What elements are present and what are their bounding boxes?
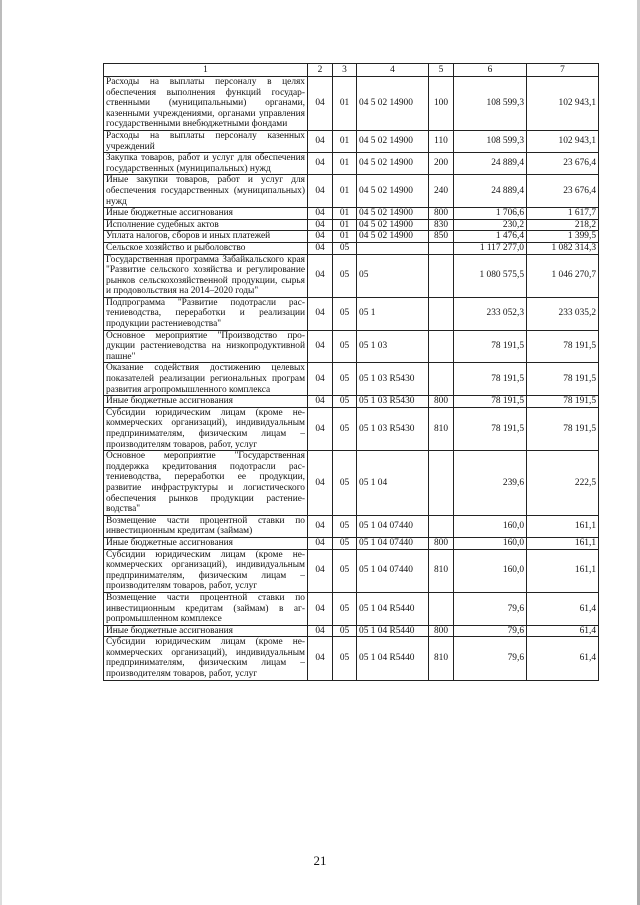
cell-amount-1: 79,6 — [454, 637, 527, 680]
cell-name: Иные бюджетные ассигнования — [104, 625, 308, 637]
cell-name: Расходы на выплаты персоналу в целях обеспечения выполнения функций государственными (муниципальными) органами, казенными учреждениями, органами управления государственными внебюджетными фондами — [104, 77, 308, 131]
cell-section: 04 — [308, 625, 333, 637]
table-row — [104, 451, 599, 516]
cell-amount-1: 230,2 — [454, 219, 527, 231]
cell-name: Иные бюджетные ассигнования — [104, 537, 308, 549]
cell-target-code: 04 5 02 14900 — [357, 208, 429, 220]
cell-name: Оказание содействия достижению целевых показателей реализации региональных програм развития агропромышленного комплекса — [104, 363, 308, 396]
cell-target-code: 05 1 04 07440 — [357, 549, 429, 592]
cell-amount-2: 1 617,7 — [527, 208, 599, 220]
table-row — [104, 242, 599, 254]
cell-target-code: 04 5 02 14900 — [357, 175, 429, 208]
cell-name: Закупка товаров, работ и услуг для обеспечения государственных (муниципальных) нужд — [104, 153, 308, 175]
cell-target-code: 05 — [357, 254, 429, 297]
header-col-3: 3 — [333, 64, 357, 77]
cell-amount-1: 78 191,5 — [454, 396, 527, 408]
table-body — [104, 64, 599, 681]
table-row — [104, 637, 599, 680]
cell-target-code: 05 1 03 R5430 — [357, 396, 429, 408]
table-row — [104, 330, 599, 363]
cell-name: Иные бюджетные ассигнования — [104, 208, 308, 220]
cell-expense-type — [429, 242, 454, 254]
cell-target-code: 04 5 02 14900 — [357, 153, 429, 175]
cell-subsection: 01 — [333, 231, 357, 243]
cell-amount-1: 1 080 575,5 — [454, 254, 527, 297]
cell-name: Подпрограмма "Развитие подотрасли растениеводства, переработки и реализации продукции растениеводства" — [104, 297, 308, 330]
table-row — [104, 297, 599, 330]
cell-target-code — [357, 242, 429, 254]
cell-amount-1: 78 191,5 — [454, 407, 527, 450]
scan-edge-left — [0, 0, 2, 905]
cell-subsection: 01 — [333, 130, 357, 152]
cell-expense-type: 810 — [429, 549, 454, 592]
cell-amount-1: 79,6 — [454, 592, 527, 625]
cell-amount-2: 1 046 270,7 — [527, 254, 599, 297]
cell-subsection: 05 — [333, 297, 357, 330]
table-row — [104, 77, 599, 131]
cell-subsection: 05 — [333, 407, 357, 450]
cell-name: Субсидии юридическим лицам (кроме некоммерческих организаций), индивидуальным предпринимателям, физическим лицам – производителям товаров, работ, услуг — [104, 637, 308, 680]
cell-section: 04 — [308, 396, 333, 408]
cell-section: 04 — [308, 407, 333, 450]
cell-expense-type: 800 — [429, 625, 454, 637]
cell-expense-type: 110 — [429, 130, 454, 152]
cell-amount-1: 233 052,3 — [454, 297, 527, 330]
header-col-1: 1 — [104, 64, 308, 77]
cell-amount-1: 108 599,3 — [454, 77, 527, 131]
table-row — [104, 130, 599, 152]
cell-subsection: 01 — [333, 77, 357, 131]
table-row — [104, 208, 599, 220]
cell-subsection: 01 — [333, 219, 357, 231]
cell-amount-2: 1 082 314,3 — [527, 242, 599, 254]
header-col-5: 5 — [429, 64, 454, 77]
cell-amount-2: 161,1 — [527, 549, 599, 592]
cell-name: Сельское хозяйство и рыболовство — [104, 242, 308, 254]
cell-expense-type: 800 — [429, 537, 454, 549]
table-row — [104, 231, 599, 243]
cell-amount-2: 222,5 — [527, 451, 599, 516]
table-row — [104, 175, 599, 208]
cell-expense-type — [429, 592, 454, 625]
cell-name: Исполнение судебных актов — [104, 219, 308, 231]
cell-target-code: 05 1 03 R5430 — [357, 407, 429, 450]
cell-amount-1: 160,0 — [454, 549, 527, 592]
cell-section: 04 — [308, 637, 333, 680]
cell-target-code: 05 1 03 — [357, 330, 429, 363]
table-row — [104, 625, 599, 637]
table-row — [104, 219, 599, 231]
cell-expense-type: 810 — [429, 637, 454, 680]
cell-name: Иные закупки товаров, работ и услуг для обеспечения государственных (муниципальных) нужд — [104, 175, 308, 208]
cell-name: Возмещение части процентной ставки по инвестиционным кредитам (займам) — [104, 515, 308, 537]
cell-amount-1: 24 889,4 — [454, 175, 527, 208]
cell-target-code: 05 1 04 07440 — [357, 515, 429, 537]
cell-section: 04 — [308, 515, 333, 537]
cell-expense-type — [429, 363, 454, 396]
cell-amount-2: 23 676,4 — [527, 175, 599, 208]
table-row — [104, 537, 599, 549]
table-row — [104, 592, 599, 625]
table-row — [104, 254, 599, 297]
header-col-7: 7 — [527, 64, 599, 77]
cell-subsection: 05 — [333, 637, 357, 680]
cell-expense-type: 800 — [429, 208, 454, 220]
cell-expense-type: 810 — [429, 407, 454, 450]
table-row — [104, 407, 599, 450]
cell-expense-type: 800 — [429, 396, 454, 408]
cell-name: Субсидии юридическим лицам (кроме некоммерческих организаций), индивидуальным предпринимателям, физическим лицам – производителям товаров, работ, услуг — [104, 407, 308, 450]
cell-section: 04 — [308, 231, 333, 243]
cell-amount-2: 161,1 — [527, 537, 599, 549]
table-row — [104, 363, 599, 396]
cell-amount-2: 61,4 — [527, 625, 599, 637]
cell-amount-1: 78 191,5 — [454, 330, 527, 363]
cell-amount-2: 23 676,4 — [527, 153, 599, 175]
cell-amount-1: 160,0 — [454, 515, 527, 537]
cell-target-code: 04 5 02 14900 — [357, 130, 429, 152]
cell-section: 04 — [308, 175, 333, 208]
table-row — [104, 549, 599, 592]
cell-amount-2: 78 191,5 — [527, 407, 599, 450]
cell-name: Расходы на выплаты персоналу казенных учреждений — [104, 130, 308, 152]
cell-subsection: 05 — [333, 396, 357, 408]
cell-section: 04 — [308, 219, 333, 231]
cell-expense-type — [429, 330, 454, 363]
cell-expense-type: 100 — [429, 77, 454, 131]
cell-subsection: 01 — [333, 208, 357, 220]
header-col-4: 4 — [357, 64, 429, 77]
cell-amount-2: 78 191,5 — [527, 363, 599, 396]
cell-expense-type: 240 — [429, 175, 454, 208]
cell-target-code: 05 1 04 — [357, 451, 429, 516]
cell-expense-type — [429, 254, 454, 297]
cell-subsection: 05 — [333, 330, 357, 363]
cell-target-code: 05 1 — [357, 297, 429, 330]
cell-amount-2: 102 943,1 — [527, 130, 599, 152]
cell-subsection: 01 — [333, 153, 357, 175]
cell-name: Государственная программа Забайкальского края "Развитие сельского хозяйства и регулирование рынков сельскохозяйственной продукции, сырья и продовольствия на 2014–2020 годы" — [104, 254, 308, 297]
cell-section: 04 — [308, 77, 333, 131]
cell-target-code: 05 1 04 R5440 — [357, 592, 429, 625]
cell-section: 04 — [308, 242, 333, 254]
cell-amount-2: 102 943,1 — [527, 77, 599, 131]
cell-name: Основное мероприятие "Производство продукции растениеводства на низкопродуктивной пашне" — [104, 330, 308, 363]
cell-amount-2: 78 191,5 — [527, 330, 599, 363]
cell-target-code: 04 5 02 14900 — [357, 219, 429, 231]
cell-expense-type — [429, 297, 454, 330]
cell-subsection: 05 — [333, 537, 357, 549]
cell-target-code: 05 1 04 R5440 — [357, 637, 429, 680]
cell-target-code: 05 1 04 07440 — [357, 537, 429, 549]
cell-amount-2: 233 035,2 — [527, 297, 599, 330]
cell-expense-type: 830 — [429, 219, 454, 231]
cell-name: Уплата налогов, сборов и иных платежей — [104, 231, 308, 243]
cell-section: 04 — [308, 363, 333, 396]
cell-subsection: 05 — [333, 549, 357, 592]
cell-expense-type — [429, 515, 454, 537]
cell-name: Возмещение части процентной ставки по инвестиционным кредитам (займам) в агропромышленном комплексе — [104, 592, 308, 625]
cell-amount-2: 1 399,5 — [527, 231, 599, 243]
cell-amount-1: 79,6 — [454, 625, 527, 637]
cell-subsection: 05 — [333, 592, 357, 625]
cell-amount-1: 78 191,5 — [454, 363, 527, 396]
cell-subsection: 05 — [333, 242, 357, 254]
cell-name: Иные бюджетные ассигнования — [104, 396, 308, 408]
cell-amount-1: 160,0 — [454, 537, 527, 549]
cell-expense-type: 200 — [429, 153, 454, 175]
cell-target-code: 04 5 02 14900 — [357, 231, 429, 243]
cell-expense-type: 850 — [429, 231, 454, 243]
cell-section: 04 — [308, 297, 333, 330]
table-row — [104, 153, 599, 175]
header-row — [104, 64, 599, 77]
cell-subsection: 05 — [333, 625, 357, 637]
header-col-6: 6 — [454, 64, 527, 77]
cell-target-code: 05 1 04 R5440 — [357, 625, 429, 637]
cell-expense-type — [429, 451, 454, 516]
cell-subsection: 01 — [333, 175, 357, 208]
cell-amount-1: 24 889,4 — [454, 153, 527, 175]
cell-section: 04 — [308, 330, 333, 363]
cell-amount-1: 1 706,6 — [454, 208, 527, 220]
cell-target-code: 04 5 02 14900 — [357, 77, 429, 131]
table-row — [104, 515, 599, 537]
cell-amount-2: 218,2 — [527, 219, 599, 231]
page-number: 21 — [313, 853, 327, 868]
cell-amount-2: 61,4 — [527, 592, 599, 625]
cell-name: Субсидии юридическим лицам (кроме некоммерческих организаций), индивидуальным предпринимателям, физическим лицам – производителям товаров, работ, услуг — [104, 549, 308, 592]
cell-subsection: 05 — [333, 451, 357, 516]
cell-section: 04 — [308, 130, 333, 152]
cell-section: 04 — [308, 549, 333, 592]
header-col-2: 2 — [308, 64, 333, 77]
cell-amount-1: 108 599,3 — [454, 130, 527, 152]
cell-amount-2: 78 191,5 — [527, 396, 599, 408]
cell-section: 04 — [308, 153, 333, 175]
cell-amount-1: 1 476,4 — [454, 231, 527, 243]
cell-amount-2: 61,4 — [527, 637, 599, 680]
cell-target-code: 05 1 03 R5430 — [357, 363, 429, 396]
cell-section: 04 — [308, 451, 333, 516]
cell-section: 04 — [308, 208, 333, 220]
cell-section: 04 — [308, 537, 333, 549]
table-row — [104, 396, 599, 408]
cell-subsection: 05 — [333, 363, 357, 396]
cell-section: 04 — [308, 254, 333, 297]
cell-subsection: 05 — [333, 515, 357, 537]
cell-amount-2: 161,1 — [527, 515, 599, 537]
budget-table — [103, 63, 599, 681]
cell-name: Основное мероприятие "Государственная поддержка кредитования подотрасли растениеводства, переработки ее продукции, развитие инфраструктуры и логистического обеспечения рынков продукции растениеводства" — [104, 451, 308, 516]
cell-section: 04 — [308, 592, 333, 625]
cell-amount-1: 239,6 — [454, 451, 527, 516]
cell-subsection: 05 — [333, 254, 357, 297]
cell-amount-1: 1 117 277,0 — [454, 242, 527, 254]
